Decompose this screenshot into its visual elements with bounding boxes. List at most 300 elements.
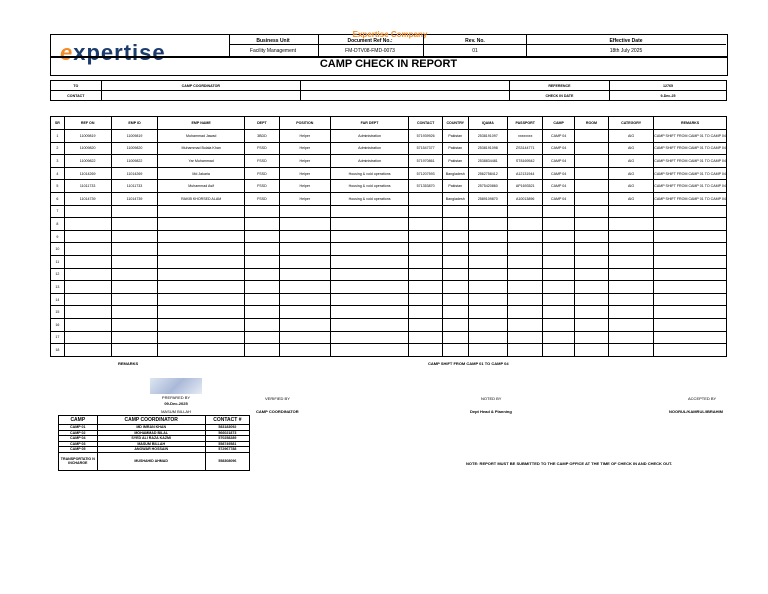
table-cell — [507, 205, 542, 218]
table-cell — [468, 306, 507, 319]
table-cell — [111, 230, 158, 243]
table-row — [51, 167, 727, 180]
table-cell — [574, 344, 608, 357]
prepared-name: MASUM BILLAH — [161, 409, 191, 414]
table-cell — [64, 306, 111, 319]
column-header: DEPT — [244, 117, 279, 130]
table-cell — [609, 281, 654, 294]
table-cell — [64, 205, 111, 218]
table-cell — [574, 155, 608, 168]
table-cell — [507, 293, 542, 306]
table-row — [51, 142, 727, 155]
table-cell: 17 — [51, 331, 65, 344]
table-cell — [279, 243, 330, 256]
column-header: COUNTRY — [442, 117, 468, 130]
table-cell — [574, 130, 608, 143]
table-cell: RAKIB KHORSED ALAM — [158, 192, 244, 205]
company-name: Expertise Company — [352, 30, 428, 39]
info-table — [50, 80, 727, 101]
table-cell: 11009822 — [111, 155, 158, 168]
table-row — [51, 293, 727, 306]
table-cell: Pakistan — [442, 142, 468, 155]
table-cell — [330, 318, 409, 331]
table-cell: 16 — [51, 318, 65, 331]
table-cell — [409, 243, 442, 256]
table-cell — [244, 331, 279, 344]
effective-date: 18th July 2025 — [609, 48, 643, 54]
rev-label: Rev. No. — [465, 38, 485, 44]
table-cell — [609, 293, 654, 306]
table-cell — [244, 230, 279, 243]
table-cell: 2575420860 — [468, 180, 507, 193]
column-header: CONTACT — [409, 117, 442, 130]
table-cell — [468, 331, 507, 344]
table-row — [51, 243, 727, 256]
verified-label: VERIFIED BY — [265, 396, 290, 401]
table-cell — [609, 243, 654, 256]
effective-label: Effective Date — [609, 38, 643, 44]
table-cell — [409, 306, 442, 319]
table-cell — [244, 255, 279, 268]
table-cell — [244, 268, 279, 281]
table-cell — [158, 230, 244, 243]
table-row — [51, 230, 727, 243]
table-cell — [442, 205, 468, 218]
table-cell: FSSD — [244, 142, 279, 155]
table-cell — [507, 255, 542, 268]
table-cell — [468, 230, 507, 243]
table-cell: ZS3144771 — [507, 142, 542, 155]
table-cell — [507, 268, 542, 281]
table-cell — [409, 192, 442, 205]
table-cell: AIG — [609, 192, 654, 205]
camp-cell: 558749581 — [205, 441, 249, 447]
table-cell — [158, 281, 244, 294]
table-cell: FSSD — [244, 167, 279, 180]
doc-ref-label: Document Ref No.: — [347, 38, 393, 44]
table-cell: CAMP 04 — [543, 167, 574, 180]
table-cell — [468, 318, 507, 331]
table-cell — [507, 331, 542, 344]
table-cell: 3BDD — [244, 130, 279, 143]
table-cell — [442, 255, 468, 268]
table-cell — [64, 218, 111, 231]
table-cell: Pakistan — [442, 130, 468, 143]
checkin-table — [50, 116, 727, 357]
table-cell: CAMP 04 — [543, 192, 574, 205]
table-row — [51, 218, 727, 231]
table-cell — [442, 344, 468, 357]
camp-cell: MUSHAHID AHMAD — [97, 452, 205, 470]
table-cell — [330, 293, 409, 306]
remarks-value: CAMP SHIFT FROM CAMP 01 TO CAMP 04 — [428, 361, 509, 366]
table-cell — [468, 218, 507, 231]
column-header: CAMP — [543, 117, 574, 130]
table-cell: 11009822 — [64, 155, 111, 168]
table-cell: 10 — [51, 243, 65, 256]
table-cell — [64, 344, 111, 357]
table-row — [51, 192, 727, 205]
divider — [229, 34, 230, 56]
table-cell — [507, 344, 542, 357]
logo-mark-icon: e — [60, 40, 74, 65]
table-cell — [507, 218, 542, 231]
camp-cell: CAMP 04 — [59, 436, 98, 442]
table-row — [51, 306, 727, 319]
camp-column-header: CAMP — [59, 416, 98, 425]
table-cell: A10013896 — [507, 192, 542, 205]
camp-cell: 570258289 — [205, 436, 249, 442]
table-cell: CAMP SHIFT FROM CAMP 01 TO CAMP 04 — [654, 155, 727, 168]
column-header: FAR DEPT — [330, 117, 409, 130]
table-cell: Administration — [330, 142, 409, 155]
table-cell — [244, 344, 279, 357]
table-cell — [409, 344, 442, 357]
table-cell — [574, 142, 608, 155]
checkin-value: 9-Dec-25 — [610, 91, 727, 101]
table-cell — [574, 331, 608, 344]
page-title: CAMP CHECK IN REPORT — [319, 58, 458, 70]
table-cell — [442, 281, 468, 294]
table-cell — [574, 167, 608, 180]
table-cell — [654, 318, 727, 331]
table-cell: 2562758412 — [468, 167, 507, 180]
table-cell — [330, 268, 409, 281]
table-cell — [468, 243, 507, 256]
table-cell: 2538191097 — [468, 130, 507, 143]
table-cell — [609, 218, 654, 231]
table-cell — [609, 331, 654, 344]
table-cell — [111, 281, 158, 294]
camp-cell: MOHAMMAD BILAL — [97, 430, 205, 436]
table-cell — [279, 205, 330, 218]
table-cell: 6 — [51, 192, 65, 205]
table-row — [51, 268, 727, 281]
table-cell: 8 — [51, 218, 65, 231]
table-cell: 13 — [51, 281, 65, 294]
table-cell — [64, 318, 111, 331]
table-cell — [244, 293, 279, 306]
table-cell: Housing & void operations — [330, 167, 409, 180]
table-cell: 9 — [51, 230, 65, 243]
table-cell: 2 — [51, 142, 65, 155]
table-cell: Administration — [330, 155, 409, 168]
table-cell — [111, 243, 158, 256]
column-header: IQAMA — [468, 117, 507, 130]
table-cell — [409, 205, 442, 218]
table-cell — [543, 344, 574, 357]
column-header: ROOM — [574, 117, 608, 130]
table-cell — [158, 243, 244, 256]
title-box — [50, 57, 728, 76]
table-cell — [543, 230, 574, 243]
table-cell — [654, 268, 727, 281]
table-cell — [574, 293, 608, 306]
camp-cell: SYED ALI RAZA KAZMI — [97, 436, 205, 442]
table-cell: Helper — [279, 130, 330, 143]
table-cell — [609, 255, 654, 268]
table-cell — [609, 344, 654, 357]
table-cell — [158, 218, 244, 231]
table-cell — [330, 243, 409, 256]
table-cell — [468, 205, 507, 218]
table-cell — [609, 306, 654, 319]
table-cell: 15 — [51, 306, 65, 319]
table-cell — [409, 281, 442, 294]
table-cell — [244, 218, 279, 231]
table-cell — [409, 218, 442, 231]
table-cell — [654, 205, 727, 218]
table-cell — [279, 318, 330, 331]
table-cell — [330, 205, 409, 218]
column-header: SR — [51, 117, 65, 130]
table-cell — [279, 281, 330, 294]
column-header: PASSPORT — [507, 117, 542, 130]
to-label: TO — [51, 81, 102, 91]
camp-cell: CAMP 02 — [59, 430, 98, 436]
table-cell — [64, 230, 111, 243]
table-cell — [111, 218, 158, 231]
table-cell — [507, 281, 542, 294]
reference-label: REFERENCE — [509, 81, 609, 91]
table-cell: AIG — [609, 180, 654, 193]
table-cell: Helper — [279, 180, 330, 193]
prepared-label: PREPARED BY — [161, 395, 191, 400]
rev: 01 — [472, 48, 478, 54]
table-cell: 7 — [51, 205, 65, 218]
verified-role: CAMP COORDINATOR — [256, 409, 299, 414]
table-cell: CAMP 04 — [543, 142, 574, 155]
table-cell — [158, 318, 244, 331]
table-cell: 2589109870 — [468, 192, 507, 205]
table-cell: 571207593 — [409, 167, 442, 180]
table-cell: Housing & void operations — [330, 192, 409, 205]
table-cell: xxxxxxxx — [507, 130, 542, 143]
table-cell — [279, 293, 330, 306]
table-cell — [442, 268, 468, 281]
camp-cell: ANOWAR HOSSAIN — [97, 447, 205, 453]
table-cell — [543, 218, 574, 231]
table-cell: 11014269 — [64, 167, 111, 180]
table-row — [51, 255, 727, 268]
table-cell — [654, 281, 727, 294]
camp-cell: 583183092 — [205, 425, 249, 431]
table-cell — [158, 205, 244, 218]
camp-cell: 558308096 — [205, 452, 249, 470]
table-cell — [543, 205, 574, 218]
table-cell: Housing & void operations — [330, 180, 409, 193]
table-cell — [111, 344, 158, 357]
table-cell: Bangladesh — [442, 192, 468, 205]
table-cell: 2538834481 — [468, 155, 507, 168]
table-cell: 11009819 — [64, 130, 111, 143]
prepared-date: 09-Dec-2025 — [164, 401, 188, 406]
table-cell — [654, 306, 727, 319]
column-header: POSITION — [279, 117, 330, 130]
table-cell — [158, 255, 244, 268]
table-cell: 4 — [51, 167, 65, 180]
table-cell: CAMP 04 — [543, 130, 574, 143]
table-cell — [111, 268, 158, 281]
table-cell — [507, 230, 542, 243]
table-cell — [543, 243, 574, 256]
table-cell — [507, 318, 542, 331]
table-cell: CAMP 04 — [543, 180, 574, 193]
table-cell — [330, 306, 409, 319]
table-cell — [507, 306, 542, 319]
table-cell — [543, 331, 574, 344]
table-row — [51, 344, 727, 357]
table-cell — [574, 306, 608, 319]
doc-ref: FM-DTV08-FMD-0073 — [345, 48, 395, 54]
table-row — [51, 180, 727, 193]
table-cell — [330, 230, 409, 243]
camp-table — [58, 415, 250, 471]
table-cell — [279, 218, 330, 231]
table-cell — [543, 281, 574, 294]
table-cell: 11011733 — [111, 180, 158, 193]
table-cell — [64, 293, 111, 306]
table-cell: 571547377 — [409, 142, 442, 155]
table-cell — [244, 306, 279, 319]
note: NOTE: REPORT MUST BE SUBMITTED TO THE CAMP OFFICE AT THE TIME OF CHECK IN AND CHECK OUT. — [466, 461, 673, 466]
table-cell — [574, 255, 608, 268]
camp-row — [59, 452, 250, 470]
remarks-label: REMARKS — [118, 361, 139, 366]
table-cell: 11011733 — [64, 180, 111, 193]
table-cell — [609, 230, 654, 243]
table-row — [51, 130, 727, 143]
table-cell: 571939926 — [409, 130, 442, 143]
table-cell — [158, 344, 244, 357]
table-cell: Helper — [279, 167, 330, 180]
table-cell: FSSD — [244, 192, 279, 205]
table-cell: 11014739 — [64, 192, 111, 205]
table-cell — [574, 192, 608, 205]
table-cell — [409, 293, 442, 306]
table-cell — [111, 255, 158, 268]
table-cell — [543, 268, 574, 281]
table-cell: Muhammad Jawad — [158, 130, 244, 143]
table-cell — [244, 318, 279, 331]
table-cell: Muhammad Bulala Khan — [158, 142, 244, 155]
camp-column-header: CAMP COORDINATOR — [97, 416, 205, 425]
table-row — [51, 281, 727, 294]
table-cell: CAMP SHIFT FROM CAMP 01 TO CAMP 04 — [654, 130, 727, 143]
table-cell — [468, 268, 507, 281]
camp-cell: CAMP 03 — [59, 441, 98, 447]
table-cell — [330, 218, 409, 231]
table-cell — [609, 268, 654, 281]
camp-cell: CAMP 05 — [59, 447, 98, 453]
table-cell — [654, 331, 727, 344]
column-header: EMP NAME — [158, 117, 244, 130]
table-cell — [244, 281, 279, 294]
table-cell: Bangladesh — [442, 167, 468, 180]
table-cell — [244, 243, 279, 256]
column-header: REF ON — [64, 117, 111, 130]
table-cell: Helper — [279, 155, 330, 168]
camp-column-header: CONTACT # — [205, 416, 249, 425]
divider — [318, 34, 319, 56]
table-cell — [409, 255, 442, 268]
table-row — [51, 205, 727, 218]
table-cell — [64, 281, 111, 294]
business-unit-label: Business Unit — [256, 38, 290, 44]
table-cell: 14 — [51, 293, 65, 306]
column-header: CATEGORY — [609, 117, 654, 130]
table-cell: AIG — [609, 142, 654, 155]
reference-value: 12765 — [610, 81, 727, 91]
business-unit: Facility Management — [249, 48, 297, 54]
table-cell — [158, 293, 244, 306]
table-cell — [64, 331, 111, 344]
table-cell — [279, 306, 330, 319]
table-cell: Md Jakaria — [158, 167, 244, 180]
table-cell — [158, 331, 244, 344]
table-cell: AIG — [609, 167, 654, 180]
table-cell — [409, 230, 442, 243]
table-cell — [543, 293, 574, 306]
table-cell — [654, 293, 727, 306]
camp-cell: MD IMRAN KHAN — [97, 425, 205, 431]
table-cell: 11014739 — [111, 192, 158, 205]
table-cell — [409, 268, 442, 281]
contact-label: CONTACT — [51, 91, 102, 101]
table-cell — [574, 268, 608, 281]
table-cell: 571970861 — [409, 155, 442, 168]
table-cell — [468, 255, 507, 268]
camp-cell: TRANSPORTATIO N INCHARGE — [59, 452, 98, 470]
table-cell — [279, 344, 330, 357]
table-cell — [442, 318, 468, 331]
table-cell: 12 — [51, 268, 65, 281]
table-cell — [279, 230, 330, 243]
divider — [526, 34, 527, 56]
table-cell — [111, 331, 158, 344]
table-cell — [158, 306, 244, 319]
noted-role: Dept Head & Planning — [470, 409, 512, 414]
table-row — [51, 318, 727, 331]
table-cell — [574, 318, 608, 331]
table-cell — [330, 331, 409, 344]
table-cell: AIG — [609, 130, 654, 143]
table-cell — [574, 218, 608, 231]
table-cell — [279, 255, 330, 268]
table-cell: A12131944 — [507, 167, 542, 180]
table-cell — [468, 281, 507, 294]
table-cell: CAMP 04 — [543, 155, 574, 168]
table-cell — [442, 293, 468, 306]
table-cell — [158, 268, 244, 281]
table-cell — [442, 243, 468, 256]
table-cell — [574, 180, 608, 193]
table-cell: 5 — [51, 180, 65, 193]
table-cell — [468, 293, 507, 306]
table-cell: Muhammad Asif — [158, 180, 244, 193]
table-cell — [330, 281, 409, 294]
table-cell — [330, 344, 409, 357]
table-cell — [654, 255, 727, 268]
table-cell — [442, 218, 468, 231]
table-cell — [654, 230, 727, 243]
table-cell: 2538191098 — [468, 142, 507, 155]
camp-cell: MASUM BILLAH — [97, 441, 205, 447]
noted-label: NOTED BY — [481, 396, 502, 401]
signature-image — [150, 378, 202, 394]
table-cell — [279, 268, 330, 281]
table-cell: Yar Muhammad — [158, 155, 244, 168]
